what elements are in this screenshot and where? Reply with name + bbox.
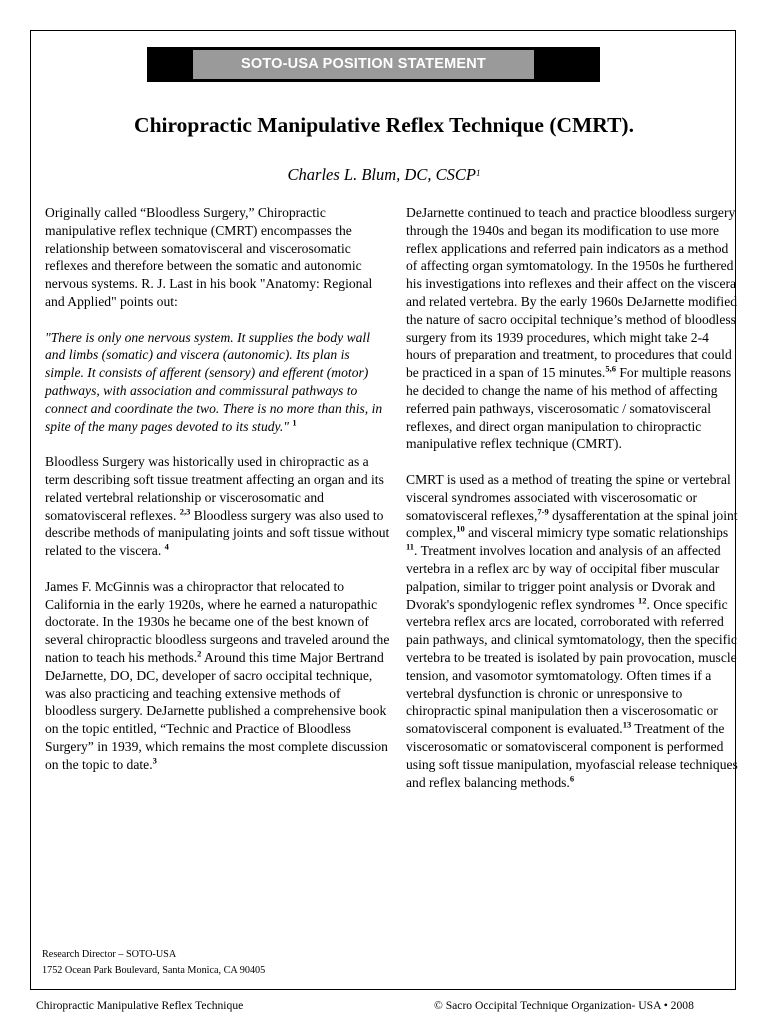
text-span: dysafferentation at the spinal joint complex, <box>406 507 738 541</box>
text-span: . Treatment involves location and analysis of an affected vertebra in a reflex arc by way of occipital fiber muscular palpation, similar to trigger point analysis or Dvorak and Dvorak's spondylogenic reflex syndromes <box>406 543 721 612</box>
citation: 4 <box>164 541 169 552</box>
text-span: James F. McGinnis was a chiropractor that relocated to California in the early 1920s, where he earned a naturopathic doctorate. In the 1930s he became one of the best known of several chiropractic bloodless surgeons and traveled around the nation to teach his methods. <box>45 578 390 665</box>
author-ref: 1 <box>475 168 481 178</box>
text-span: For multiple reasons he decided to change the name of his method of affecting referred pain pathways, viscerosomatic / somatovisceral reflexes, and direct organ manipulation to chiropractic manipulative reflex technique (CMRT). <box>406 365 732 452</box>
text-span: CMRT is used as a method of treating the spine or vertebral visceral syndromes associated with viscerosomatic or somatovisceral reflexes, <box>406 471 731 523</box>
quote-text: "There is only one nervous system. It supplies the body wall and limbs (somatic) and viscera (autonomic). Its plan is simple. It consists of afferent (sensory) and efferent (motor) pathways, with association and commissural pathways to connect and coordinate the two. There is no more than this, in spite of the many pages devoted to its study." <box>45 329 383 434</box>
footer-title: Chiropractic Manipulative Reflex Technique <box>36 999 244 1012</box>
cmrt-paragraph <box>406 471 738 791</box>
mcginnis-paragraph <box>45 578 390 774</box>
text-span: . Once specific vertebra reflex arcs are located, corroborated with referred pain pathways, and clinical symtomatology, then the specific vertebra to be treated is isolated by pain provocation, muscle tension, and vasomotor symtomatology. Often times if a vertebral dysfunction is chronic or unresponsive to chiropractic spinal manipulation then a viscerosomatic or somatovisceral component is evaluated. <box>406 596 737 737</box>
banner-label: SOTO-USA POSITION STATEMENT <box>193 50 534 79</box>
author-affiliation <box>42 947 265 979</box>
block-quote <box>45 329 390 436</box>
right-column <box>406 204 738 809</box>
intro-paragraph: Originally called “Bloodless Surgery,” Chiropractic manipulative reflex technique (CMRT) encompasses the relationship between somatovisceral and viscerosomatic reflexes and therefore between the somatic and autonomic nervous systems. R. J. Last in his book "Anatomy: Regional and Applied" points out: <box>45 205 373 309</box>
citation: 7-9 <box>537 506 549 517</box>
text-span: DeJarnette continued to teach and practice bloodless surgery through the 1940s and began its modification to use more reflex applications and referred pain indicators as a method of affecting organ symtomatology. In the 1950s he furthered his investigations into reflexes and their affect on the viscera and related vertebra. By the early 1960s DeJarnette modified the nature of sacro occipital technique’s method of bloodless surgery from its 1939 procedures, which might take 2-4 hours of preparation and treatment, to procedures that could be practiced in a span of 15 minutes. <box>406 205 738 381</box>
author-name: Charles L. Blum, DC, CSCP <box>287 165 476 184</box>
citation: 6 <box>569 772 575 783</box>
citation: 10 <box>456 523 465 534</box>
text-span: and visceral mimicry type somatic relationships <box>464 525 729 541</box>
document-title: Chiropractic Manipulative Reflex Technique (CMRT). <box>134 113 634 137</box>
affiliation-role: Research Director – SOTO-USA <box>42 949 177 960</box>
citation: 13 <box>622 719 632 730</box>
text-span: Bloodless Surgery was historically used in chiropractic as a term describing soft tissue treatment affecting an organ and its related vertebral relationship or viscerosomatic and somatovisceral reflexes. <box>45 454 384 523</box>
citation: 3 <box>152 755 157 766</box>
citation: 2,3 <box>179 506 191 517</box>
footer-copyright: © Sacro Occipital Technique Organization- USA • 2008 <box>434 999 694 1012</box>
author-line <box>0 164 768 186</box>
citation: 12 <box>638 595 647 605</box>
text-span: Around this time Major Bertrand DeJarnette, DO, DC, developer of sacro occipital technique, was also practicing and teaching extensive methods of bloodless surgery. DeJarnette published a comprehensive book on the topic entitled, “Technic and Practice of Bloodless Surgery” in 1939, which remains the most complete discussion on the topic to date. <box>45 649 388 772</box>
citation: 5,6 <box>605 363 616 374</box>
citation: 11 <box>406 541 415 552</box>
left-column <box>45 204 390 791</box>
citation: 2 <box>197 648 202 659</box>
text-span: Treatment of the viscerosomatic or somatovisceral component is performed using soft tissue manipulation, myofascial release techniques and reflex balancing methods. <box>406 721 738 790</box>
text-span: Bloodless surgery was also used to describe methods of manipulating joints and soft tissue without related to the viscera. <box>45 507 390 559</box>
quote-ref: 1 <box>292 417 297 428</box>
position-statement-banner <box>147 47 600 82</box>
bloodless-surgery-paragraph <box>45 453 390 560</box>
affiliation-address: 1752 Ocean Park Boulevard, Santa Monica, CA 90405 <box>42 965 266 976</box>
dejarnette-paragraph <box>406 204 738 453</box>
